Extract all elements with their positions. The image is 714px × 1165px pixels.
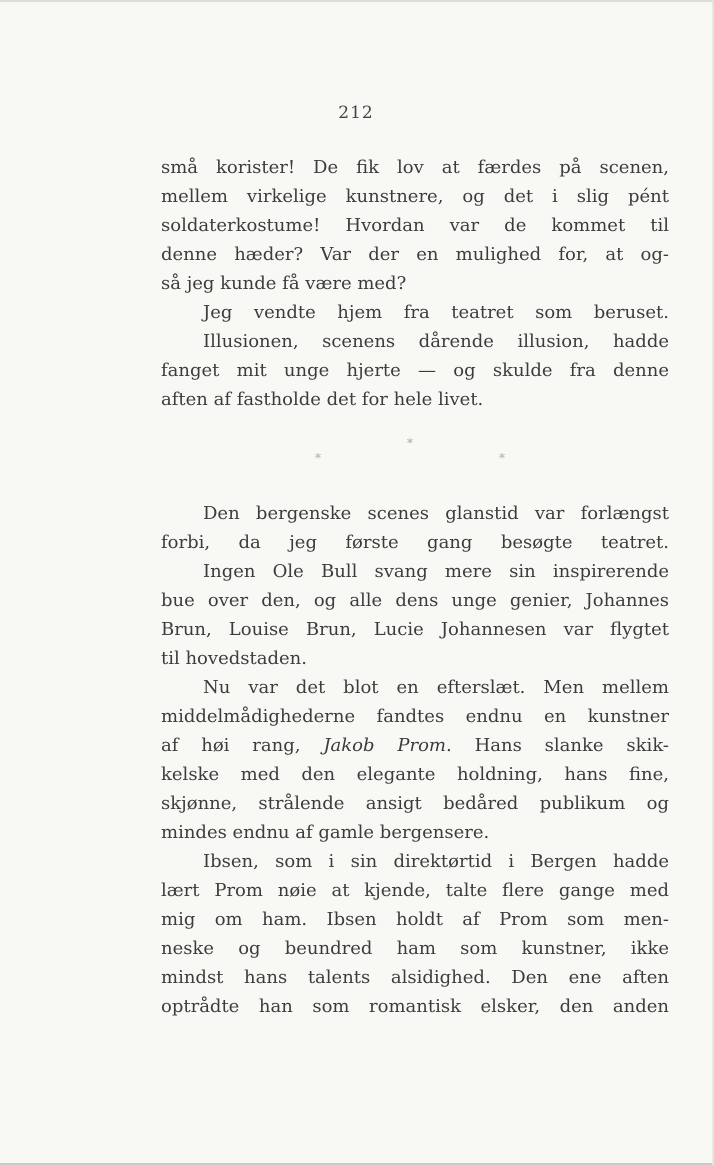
text-line: så jeg kunde få være med?: [161, 273, 407, 294]
text-line: middelmådighederne fandtes endnu en kunstner: [161, 706, 669, 727]
text-line: mindes endnu af gamle bergensere.: [161, 822, 490, 843]
text-line: Jeg vendte hjem fra teatret som beruset.: [203, 302, 669, 323]
text-line: mindst hans talents alsidighed. Den ene aften: [161, 967, 669, 988]
text-line: Ingen Ole Bull svang mere sin inspirerende: [203, 561, 669, 582]
text-line: mellem virkelige kunstnere, og det i slig pént: [161, 186, 669, 207]
text-line: Brun, Louise Brun, Lucie Johannesen var flygtet: [161, 619, 669, 640]
text-line: Nu var det blot en efterslæt. Men mellem: [203, 677, 669, 698]
page-number: 212: [338, 103, 374, 123]
italic-name: Jakob Prom: [323, 735, 446, 756]
text-line: denne hæder? Var der en mulighed for, at og-: [161, 244, 669, 265]
text-line: mig om ham. Ibsen holdt af Prom som men-: [161, 909, 669, 930]
text-line: af høi rang, Jakob Prom. Hans slanke skik-: [161, 735, 669, 756]
text-line: fanget mit unge hjerte — og skulde fra denne: [161, 360, 669, 381]
text-line: til hovedstaden.: [161, 648, 307, 669]
text-line: aften af fastholde det for hele livet.: [161, 389, 484, 410]
separator-asterisk: *: [499, 451, 505, 465]
separator-asterisk: *: [407, 436, 413, 450]
text-line: neske og beundred ham som kunstner, ikke: [161, 938, 669, 959]
text-line: skjønne, strålende ansigt bedåred publikum og: [161, 793, 669, 814]
text-line: lært Prom nøie at kjende, talte flere gange med: [161, 880, 669, 901]
text-line: kelske med den elegante holdning, hans fine,: [161, 764, 669, 785]
text-line: bue over den, og alle dens unge genier, Johannes: [161, 590, 669, 611]
text-line: forbi, da jeg første gang besøgte teatret.: [161, 532, 669, 553]
text-line: Ibsen, som i sin direktørtid i Bergen hadde: [203, 851, 669, 872]
separator-asterisk: *: [315, 451, 321, 465]
text-line: Illusionen, scenens dårende illusion, hadde: [203, 331, 669, 352]
text-line: små korister! De fik lov at færdes på scenen,: [161, 157, 669, 178]
text-line: Den bergenske scenes glanstid var forlængst: [203, 503, 669, 524]
text-line: soldaterkostume! Hvordan var de kommet til: [161, 215, 669, 236]
text-line: optrådte han som romantisk elsker, den anden: [161, 996, 669, 1017]
